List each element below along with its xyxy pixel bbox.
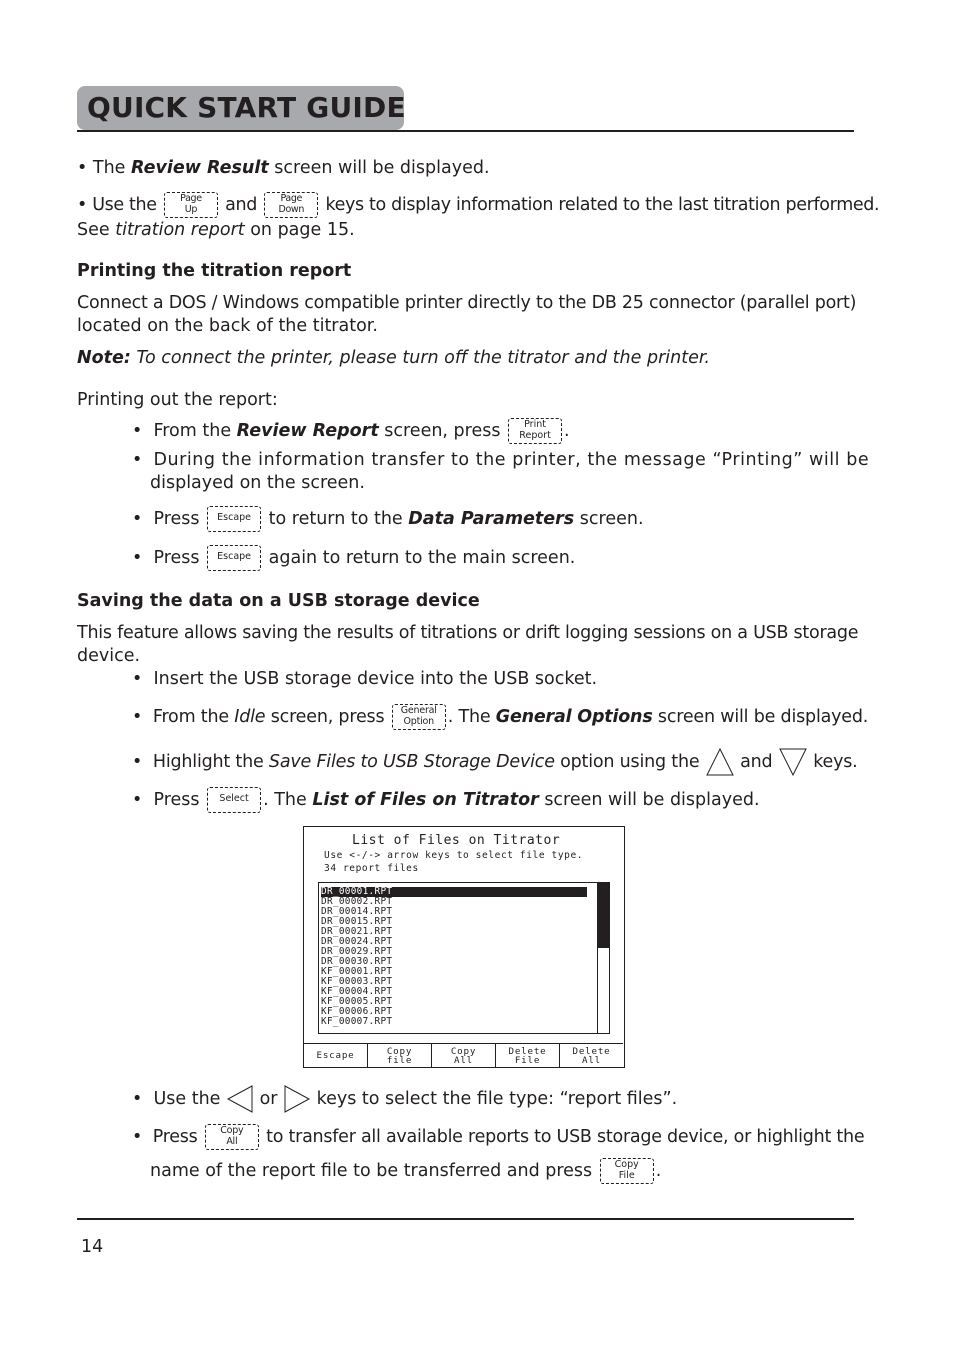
printing-bullet-3: • Press Escape to return to the Data Parameters screen. [132,506,644,532]
lcd-file-item[interactable]: DR_00024.RPT [321,936,393,947]
escape-key: Escape [207,545,261,571]
usb-bullet-6: • Press Copy All to transfer all available reports to USB storage device, or highlight the [132,1124,864,1150]
lcd-file-count: 34 report files [324,863,419,874]
lcd-softkey-delete-all[interactable]: Delete All [572,1045,611,1066]
printing-out-label: Printing out the report: [77,390,278,410]
footer-rule [77,1218,854,1220]
lcd-file-item[interactable]: KF_00001.RPT [321,966,393,977]
lcd-title: List of Files on Titrator [352,833,561,848]
lcd-file-item[interactable]: KF_00007.RPT [321,1016,393,1027]
printing-bullet-1: • From the Review Report screen, press Print Report . [132,418,570,444]
lcd-scrollbar[interactable] [597,883,610,1033]
usb-bullet-1: • Insert the USB storage device into the USB socket. [132,669,598,689]
usb-heading: Saving the data on a USB storage device [77,591,480,611]
left-arrow-key-icon [226,1084,254,1114]
intro-bullet-1: • The Review Result screen will be displayed. [77,158,490,178]
lcd-file-item[interactable]: DR_00021.RPT [321,926,393,937]
usb-bullet-4: • Press Select . The List of Files on Titrator screen will be displayed. [132,787,760,813]
printing-bullet-4: • Press Escape again to return to the main screen. [132,545,575,571]
lcd-screen-list-of-files [303,826,625,1068]
usb-bullet-6-cont: name of the report file to be transferred and press Copy File . [150,1158,661,1184]
lcd-file-item[interactable]: DR_00030.RPT [321,956,393,967]
copy-all-key: Copy All [205,1124,259,1150]
lcd-file-item[interactable]: KF_00006.RPT [321,1006,393,1017]
lcd-file-item[interactable]: DR_00014.RPT [321,906,393,917]
lcd-softkey-bar [304,1043,623,1068]
lcd-softkey-copy-all[interactable]: Copy All [432,1044,496,1068]
lcd-file-item[interactable]: DR_00015.RPT [321,916,393,927]
lcd-file-item[interactable]: KF_00004.RPT [321,986,393,997]
lcd-file-item[interactable]: DR_00002.RPT [321,896,393,907]
usb-bullet-2: • From the Idle screen, press General Option . The General Options screen will be displayed. [132,704,868,730]
printing-bullet-2: • During the information transfer to the printer, the message “Printing” will be [132,450,870,470]
intro-bullet-2: • Use the Page Up and Page Down keys to display information related to the last titration performed. [77,192,879,218]
printing-paragraph-line-2: located on the back of the titrator. [77,316,378,336]
intro-see-line: See titration report on page 15. [77,220,355,240]
lcd-file-item[interactable]: KF_00003.RPT [321,976,393,987]
lcd-file-list [318,882,610,1034]
usb-bullet-3: • Highlight the Save Files to USB Storage Device option using the and keys. [132,747,858,777]
page-title: QUICK START GUIDE [87,91,406,124]
usb-paragraph-line-2: device. [77,646,141,666]
printing-note: Note: To connect the printer, please turn off the titrator and the printer. [77,348,710,368]
usb-paragraph-line-1: This feature allows saving the results of titrations or drift logging sessions on a USB storage [77,623,859,643]
header-rule [77,130,854,132]
general-option-key: General Option [392,704,446,730]
lcd-instruction: Use <-/-> arrow keys to select file type. [324,850,584,861]
printing-heading: Printing the titration report [77,261,352,281]
escape-key: Escape [207,506,261,532]
print-report-key: Print Report [508,418,562,444]
page-down-key: Page Down [264,192,318,218]
printing-paragraph-line-1: Connect a DOS / Windows compatible printer directly to the DB 25 connector (parallel port) [77,293,857,313]
printing-bullet-2-cont: displayed on the screen. [150,473,365,493]
lcd-softkey-copy-file[interactable]: Copy file [368,1044,432,1068]
up-arrow-key-icon [705,747,735,777]
lcd-file-item[interactable]: KF_00005.RPT [321,996,393,1007]
lcd-file-item[interactable]: DR_00029.RPT [321,946,393,957]
page-number: 14 [81,1237,104,1257]
usb-bullet-5: • Use the or keys to select the file type: “report files”. [132,1084,677,1114]
down-arrow-key-icon [778,747,808,777]
right-arrow-key-icon [283,1084,311,1114]
page-up-key: Page Up [164,192,218,218]
select-key: Select [207,787,261,813]
copy-file-key: Copy File [600,1158,654,1184]
lcd-softkey-escape[interactable]: Escape [304,1044,368,1068]
lcd-scrollbar-thumb[interactable] [598,883,610,948]
lcd-softkey-delete-file[interactable]: Delete File [496,1044,560,1068]
lcd-file-item-selected[interactable]: DR_00001.RPT [321,887,587,897]
